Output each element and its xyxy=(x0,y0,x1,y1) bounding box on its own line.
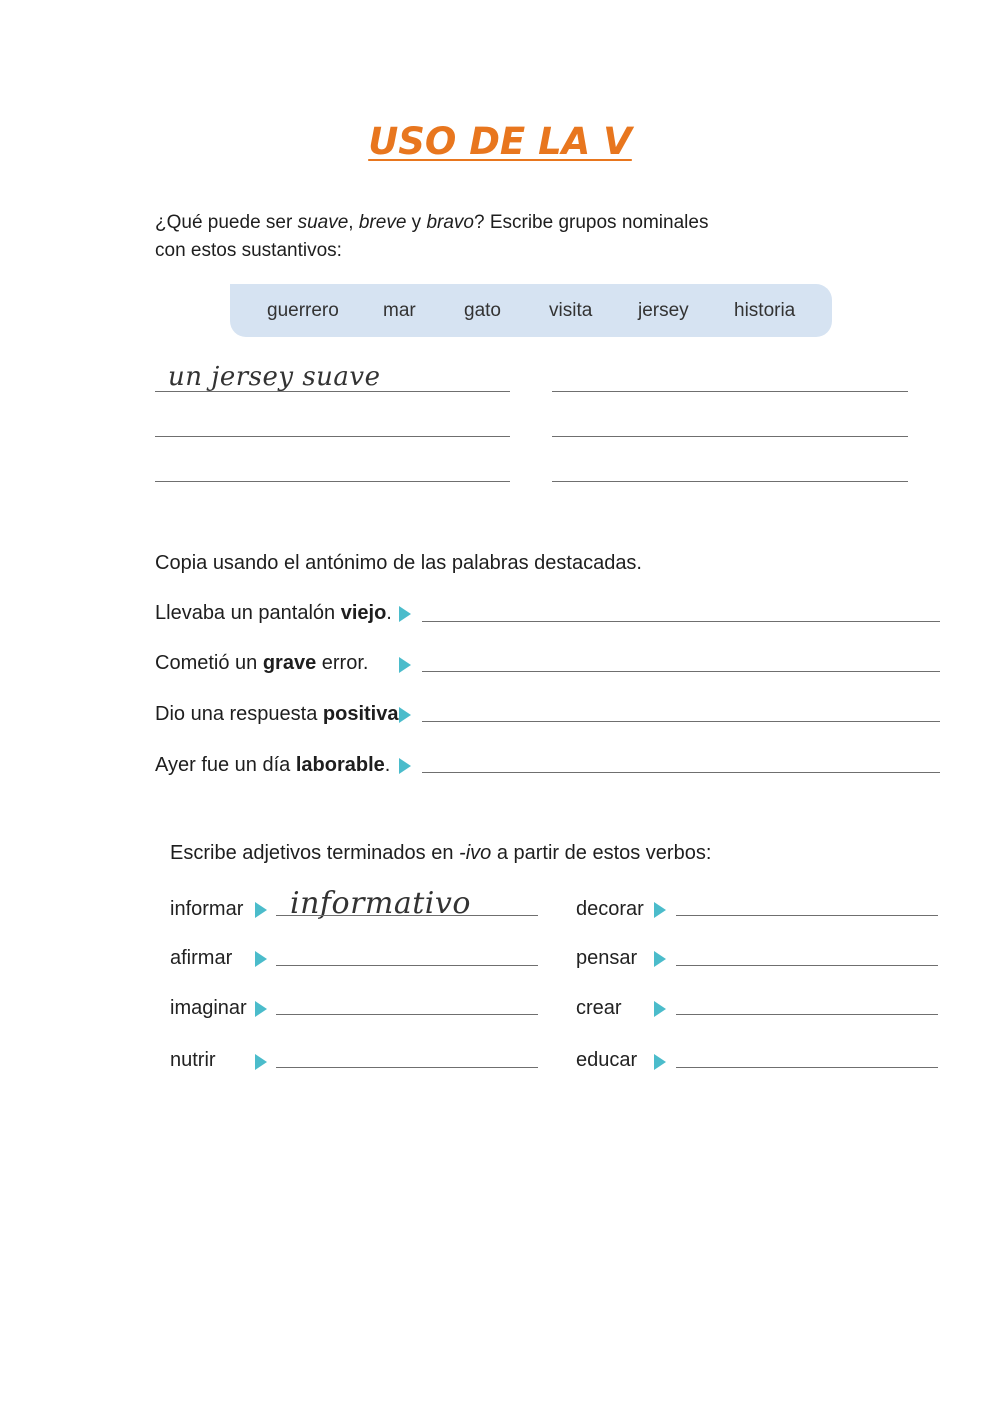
answer-line[interactable] xyxy=(422,721,940,722)
answer-line[interactable] xyxy=(552,436,908,437)
word-bank-item: gato xyxy=(464,300,501,321)
answer-line[interactable] xyxy=(155,481,510,482)
sentence-text: . xyxy=(398,703,405,725)
arrow-icon xyxy=(255,1054,267,1070)
answer-line[interactable] xyxy=(276,915,538,916)
highlighted-word: laborable xyxy=(295,754,385,776)
verb-label: informar xyxy=(170,898,244,920)
verb-label: afirmar xyxy=(170,947,233,969)
sentence-text: Cometió un xyxy=(155,652,263,674)
highlighted-word: grave xyxy=(262,652,317,674)
answer-line[interactable] xyxy=(422,621,940,622)
verb-label: crear xyxy=(576,997,622,1019)
instruction-text: ? Escribe grupos nominales xyxy=(473,212,709,233)
highlighted-word: positiva xyxy=(322,703,399,725)
section1-instruction xyxy=(155,209,708,265)
arrow-icon xyxy=(255,902,267,918)
answer-line[interactable] xyxy=(676,1014,938,1015)
instruction-text: Escribe adjetivos terminados en xyxy=(170,842,460,864)
instruction-text-line2: con estos sustantivos: xyxy=(155,240,342,261)
section3-instruction xyxy=(170,839,711,867)
answer-line[interactable] xyxy=(552,481,908,482)
answer-line[interactable] xyxy=(422,772,940,773)
verb-label: nutrir xyxy=(170,1049,216,1071)
arrow-icon xyxy=(654,902,666,918)
instruction-text: , xyxy=(348,212,359,233)
verb-label: pensar xyxy=(576,947,638,969)
answer-line[interactable] xyxy=(676,915,938,916)
sentence-2 xyxy=(155,652,368,675)
sentence-1 xyxy=(155,602,392,625)
example-answer-handwritten: informativo xyxy=(290,886,471,921)
answer-line[interactable] xyxy=(276,1014,538,1015)
word-bank-item: guerrero xyxy=(267,300,339,321)
answer-line[interactable] xyxy=(276,965,538,966)
sentence-3 xyxy=(155,703,404,726)
arrow-icon xyxy=(255,1001,267,1017)
instruction-text: a partir de estos verbos: xyxy=(491,842,712,864)
sentence-4 xyxy=(155,754,390,777)
section2-instruction: Copia usando el antónimo de las palabras destacadas. xyxy=(155,552,642,574)
word-bank-item: historia xyxy=(734,300,796,321)
verb-label: educar xyxy=(576,1049,638,1071)
instruction-text: y xyxy=(406,212,427,233)
word-bank-item: mar xyxy=(383,300,416,321)
page-title: USO DE LA V xyxy=(368,120,632,163)
word-bank xyxy=(230,284,832,337)
sentence-text: . xyxy=(384,754,391,776)
arrow-icon xyxy=(399,707,411,723)
verb-label: imaginar xyxy=(170,997,247,1019)
arrow-icon xyxy=(654,1054,666,1070)
highlighted-word: viejo xyxy=(340,602,387,624)
arrow-icon xyxy=(399,758,411,774)
answer-line[interactable] xyxy=(155,436,510,437)
arrow-icon xyxy=(399,657,411,673)
word-bank-item: jersey xyxy=(638,300,689,321)
keyword-ivo: -ivo xyxy=(459,842,492,864)
instruction-text: ¿Qué puede ser xyxy=(155,212,298,233)
answer-line[interactable] xyxy=(276,1067,538,1068)
word-bank-item: visita xyxy=(549,300,593,321)
example-answer-handwritten: un jersey suave xyxy=(168,362,381,392)
arrow-icon xyxy=(654,1001,666,1017)
answer-line[interactable] xyxy=(676,1067,938,1068)
sentence-text: Llevaba un pantalón xyxy=(155,602,341,624)
sentence-text: Ayer fue un día xyxy=(155,754,296,776)
answer-line[interactable] xyxy=(552,391,908,392)
sentence-text: . xyxy=(386,602,392,624)
keyword-breve: breve xyxy=(358,212,407,233)
answer-line[interactable] xyxy=(155,391,510,392)
answer-line[interactable] xyxy=(422,671,940,672)
answer-line[interactable] xyxy=(676,965,938,966)
arrow-icon xyxy=(255,951,267,967)
keyword-bravo: bravo xyxy=(426,212,474,233)
arrow-icon xyxy=(399,606,411,622)
sentence-text: error. xyxy=(316,652,369,674)
keyword-suave: suave xyxy=(297,212,349,233)
verb-label: decorar xyxy=(576,898,644,920)
sentence-text: Dio una respuesta xyxy=(155,703,323,725)
arrow-icon xyxy=(654,951,666,967)
